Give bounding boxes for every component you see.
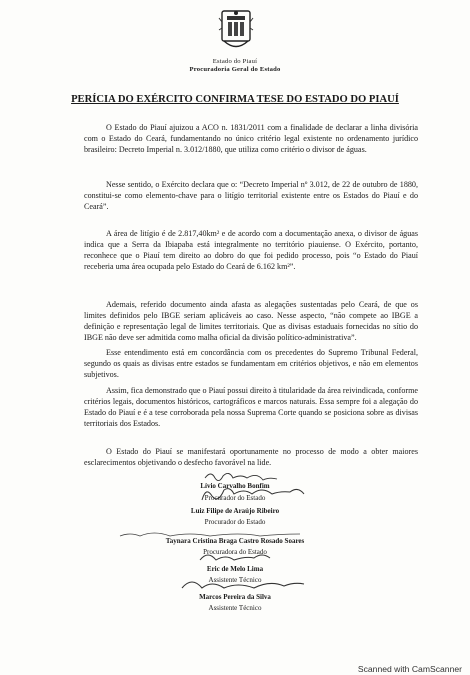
signatory-role: Procurador do Estado — [204, 518, 266, 526]
signature-block — [0, 507, 470, 526]
org-name: Estado do Piauí — [212, 58, 258, 65]
signatory-name: Luiz Filipe de Araújo Ribeiro — [190, 507, 280, 515]
signatory-name: Eric de Melo Lima — [206, 565, 264, 573]
signatory-role: Assistente Técnico — [208, 576, 262, 584]
paragraph: Assim, fica demonstrado que o Piauí possui direito à titularidade da área reivindicada, conforme critérios legais, documentos históricos, cartográficos e marcos naturais. Essa sempre foi a alegação do Estado do Piauí e é a tese corroborada pela nossa Suprema Corte quando se posiciona sobre as divisas territoriais dos Estados. — [84, 386, 418, 428]
signature-block — [0, 565, 470, 584]
signature-block — [0, 482, 470, 502]
signatory-name: Marcos Pereira da Silva — [199, 593, 271, 601]
scanner-watermark: Scanned with CamScanner — [357, 664, 462, 674]
signatory-role: Procuradora do Estado — [203, 548, 267, 556]
paragraph: O Estado do Piauí se manifestará oportunamente no processo de modo a obter maiores esclarecimentos objetivando o desfecho favorável na lide. — [84, 447, 418, 467]
paragraph: O Estado do Piauí ajuizou a ACO n. 1831/2011 com a finalidade de declarar a linha divisória com o Estado do Ceará, fundamentando no único critério legal existente no ordenamento jurídico brasileiro: Decreto Imperial n. 3.012/1880, que utiliza como critério o divisor de águas. — [84, 123, 418, 154]
signatory-role: Assistente Técnico — [208, 604, 262, 612]
paragraph: Ademais, referido documento ainda afasta as alegações sustentadas pelo Ceará, de que os limites definidos pelo IBGE seriam aplicáveis ao caso. Nesse aspecto, “não compete ao IBGE a definição e representação legal de limites territoriais. Que as divisas estaduais fornecidas no sítio do IBGE não deve ser admitida como malha oficial da divisão político-administrativa”. — [84, 300, 418, 342]
paragraph: A área de litígio é de 2.817,40km² e de acordo com a documentação anexa, o divisor de águas indica que a Serra da Ibiapaba está integralmente no território piauiense. O Exército, portanto, reconhece que o Piauí tem direito ao dobro do que foi pedido processo, pois “o Estado do Piauí receberia uma área ocupada pelo Estado do Ceará de 6.162 km²”. — [84, 229, 418, 271]
org-department: Procuradoria Geral do Estado — [189, 66, 281, 73]
signature-block — [0, 593, 470, 612]
signatory-role: Procurador do Estado — [204, 494, 266, 502]
signatory-name: Taynara Cristina Braga Castro Rosado Soares — [165, 537, 305, 545]
signature-block — [0, 537, 470, 556]
paragraph: Nesse sentido, o Exército declara que o: “Decreto Imperial nº 3.012, de 22 de outubro de 1880, constitui-se como elemento-chave para o litígio territorial existente entre os Estados do Piauí e do Ceará”. — [84, 180, 418, 211]
paragraph: Esse entendimento está em concordância com os precedentes do Supremo Tribunal Federal, segundo os quais as divisas entre estados se fundamentam em critérios objetivos, e não em elementos subjetivos. — [84, 348, 418, 379]
document-title: PERÍCIA DO EXÉRCITO CONFIRMA TESE DO ESTADO DO PIAUÍ — [71, 94, 399, 105]
signatory-name: Lívio Carvalho Bonfim — [200, 482, 270, 490]
